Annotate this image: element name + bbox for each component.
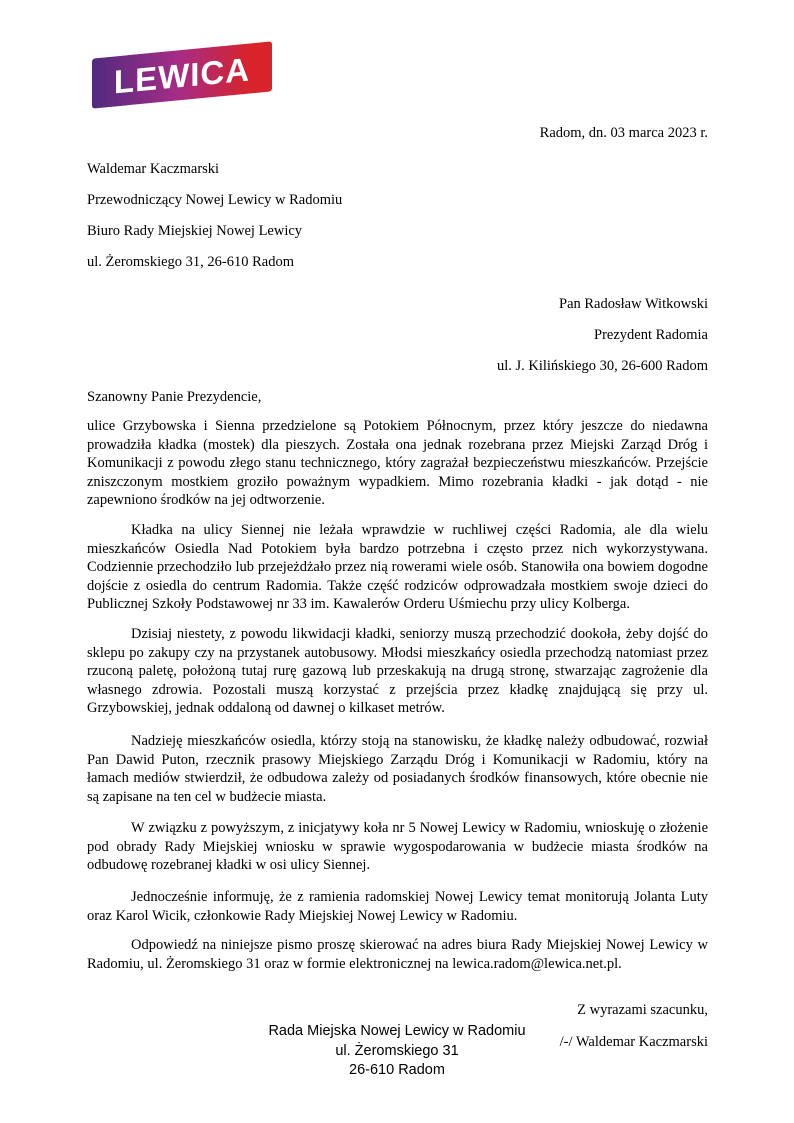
date-line: Radom, dn. 03 marca 2023 r.: [539, 125, 708, 141]
recipient-block: [87, 289, 708, 382]
footer-org: Rada Miejska Nowej Lewicy w Radomiu: [268, 1023, 526, 1039]
sender-name: Waldemar Kaczmarski: [87, 161, 220, 177]
sender-address: ul. Żeromskiego 31, 26-610 Radom: [87, 254, 295, 270]
lewica-logo-text: LEWICA: [113, 49, 251, 101]
paragraph: Dzisiaj niestety, z powodu likwidacji kładki, seniorzy muszą przechodzić dookoła, żeby dojść do sklepu po zakupy czy na przystanek autobusowy. Młodsi mieszkańcy osiedla przechodzą natomiast przez rzuconą paletę, położoną tutaj rurę gazową lub przeskakują na drugą stronę, stwarzając zagrożenie dla własnego zdrowia. Pozostali muszą korzystać z przejścia przez kładkę znajdującą się przy ul. Grzybowskiej, jednak oddaloną od dawnej o kilkaset metrów.: [87, 625, 708, 717]
closing-signature: /-/ Waldemar Kaczmarski: [559, 1034, 708, 1051]
paragraph: Jednocześnie informuję, że z ramienia radomskiej Nowej Lewicy temat monitorują Jolanta Luty oraz Karol Wicik, członkowie Rady Miejskiej Nowej Lewicy w Radomiu.: [87, 889, 708, 924]
footer-street: ul. Żeromskiego 31: [335, 1042, 459, 1059]
footer-city: 26-610 Radom: [349, 1062, 445, 1078]
paragraph: ulice Grzybowska i Sienna przedzielone są Potokiem Północnym, przez który jeszcze do niedawna prowadziła kładka (mostek) dla pieszych. Została ona jednak rozebrana przez Miejski Zarząd Dróg i Komunikacji z powodu złego stanu technicznego, który zagrażał bezpieczeństwu mieszkańców. Przejście zniszczonym mostkiem groziło poważnym wypadkiem. Mimo rozebrania kładki - jak dotąd - nie zapewniono środków na jej odtworzenie.: [87, 418, 708, 509]
paragraph: Odpowiedź na niniejsze pismo proszę skierować na adres biura Rady Miejskiej Nowej Lewicy w Radomiu, ul. Żeromskiego 31 oraz w formie elektronicznej na lewica.radom@lewica.net.pl.: [87, 937, 708, 972]
lewica-logo: [92, 41, 272, 108]
recipient-name: Pan Radosław Witkowski: [559, 296, 708, 312]
closing-valediction: Z wyrazami szacunku,: [577, 1002, 708, 1019]
letter-footer: [0, 1022, 794, 1081]
paragraph: Nadzieję mieszkańców osiedla, którzy stoją na stanowisku, że kładkę należy odbudować, rozwiał Pan Dawid Puton, rzecznik prasowy Miejskiego Zarządu Dróg i Komunikacji w Radomiu, który na łamach mediów stwierdził, że odbudowa zależy od posiadanych środków finansowych, które obecnie nie są zapisane na ten cel w budżecie miasta.: [87, 732, 708, 805]
recipient-title: Prezydent Radomia: [594, 327, 708, 343]
recipient-address: ul. J. Kilińskiego 30, 26-600 Radom: [496, 358, 708, 374]
paragraph: W związku z powyższym, z inicjatywy koła nr 5 Nowej Lewicy w Radomiu, wnioskuję o złożenie pod obrady Rady Miejskiej wniosku w sprawie wygospodarowania w budżecie miasta środków na odbudowę rozebranej kładki w osi ulicy Siennej.: [87, 820, 708, 874]
sender-block: [87, 154, 708, 278]
sender-office: Biuro Rady Miejskiej Nowej Lewicy: [87, 223, 303, 239]
letter-body: [87, 417, 708, 973]
paragraph: Kładka na ulicy Siennej nie leżała wprawdzie w ruchliwej części Radomia, ale dla wielu mieszkańców Osiedla Nad Potokiem była bardzo potrzebna i często przez nich wykorzystywana. Codziennie przechodziło lub przejeżdżało przez nią rowerami wiele osób. Stanowiła ona bowiem dogodne dojście z osiedla do centrum Radomia. Także część rodziców odprowadzała mostkiem swoje dzieci do Publicznej Szkoły Podstawowej nr 33 im. Kawalerów Orderu Uśmiechu przy ulicy Kolberga.: [87, 521, 708, 613]
salutation: Szanowny Panie Prezydencie,: [87, 389, 262, 405]
sender-title: Przewodniczący Nowej Lewicy w Radomiu: [87, 192, 343, 208]
logo-area: [92, 50, 708, 112]
letter-content: [87, 0, 708, 1058]
